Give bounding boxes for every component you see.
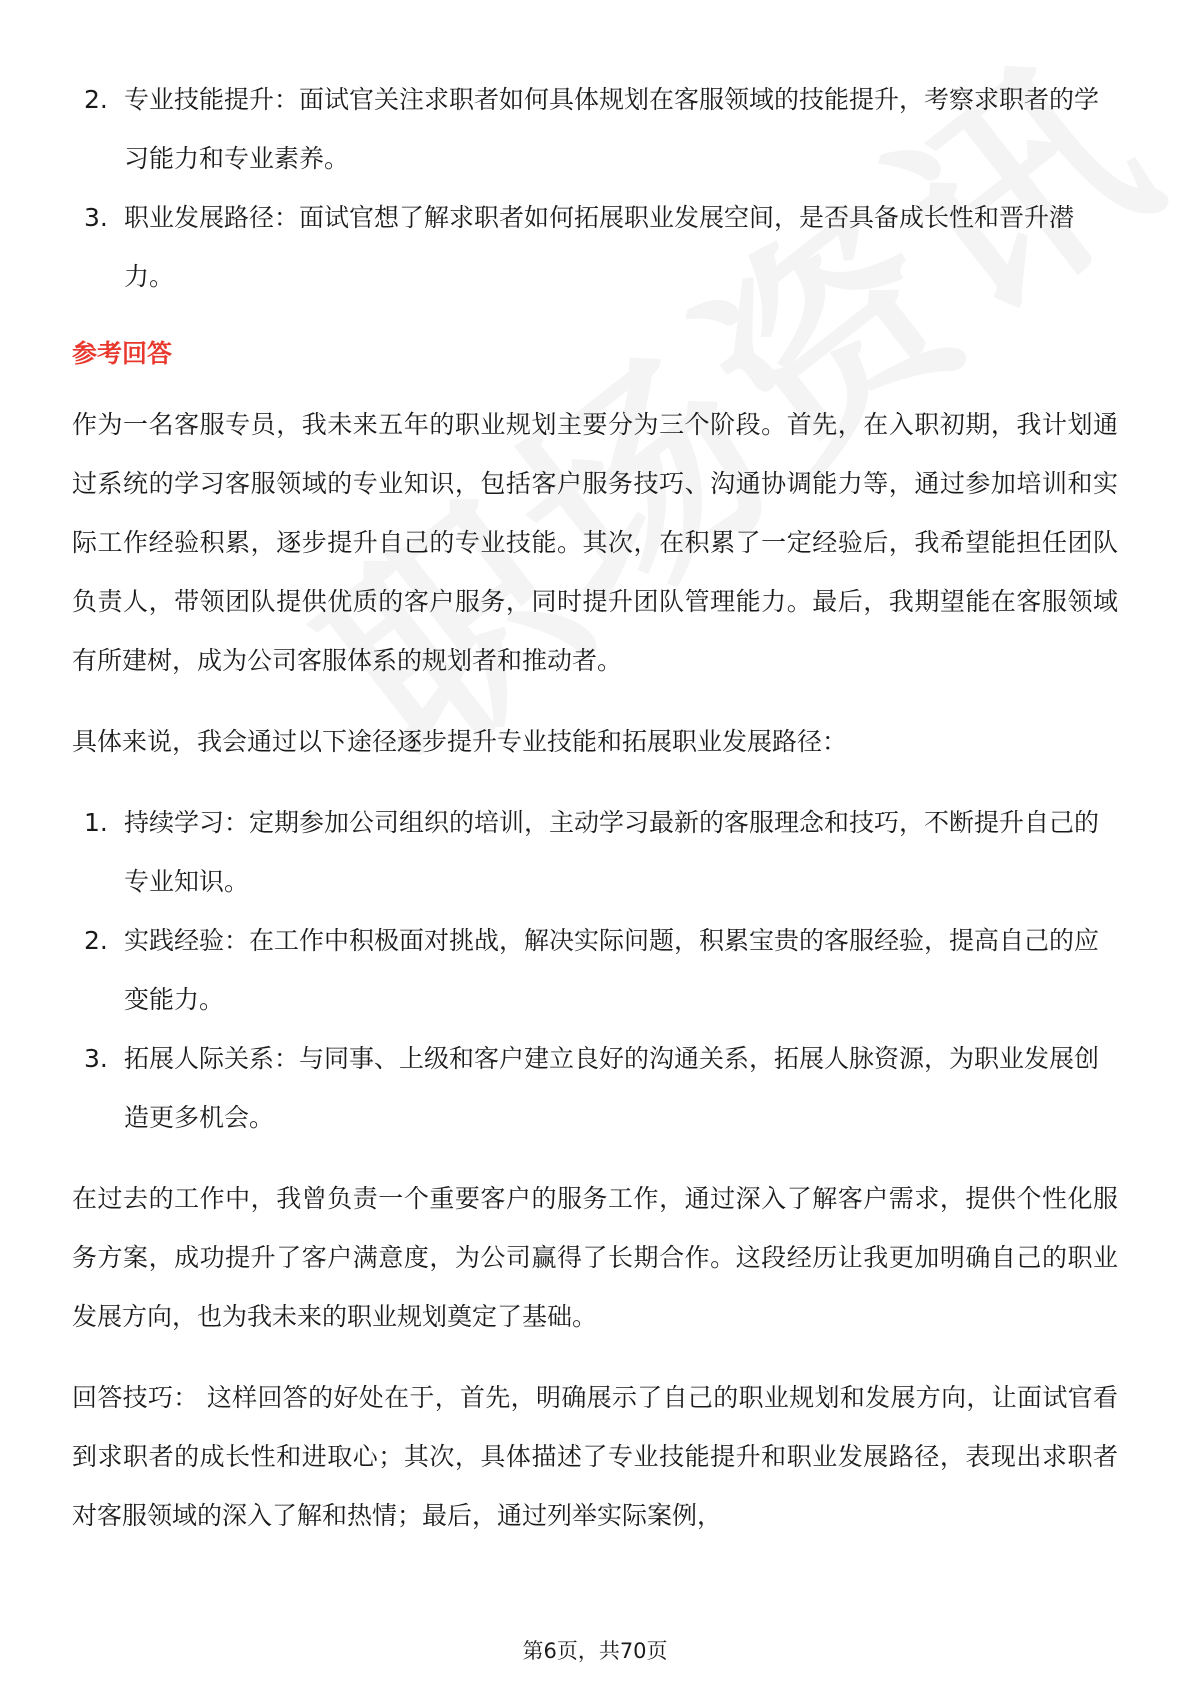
paragraph: 在过去的工作中，我曾负责一个重要客户的服务工作，通过深入了解客户需求，提供个性化服务方案，成功提升了客户满意度，为公司赢得了长期合作。这段经历让我更加明确自己的职业发展方向，也为我未来的职业规划奠定了基础。 xyxy=(72,1184,1118,1331)
document-page xyxy=(72,70,1118,1567)
section-heading: 参考回答 xyxy=(72,339,173,368)
list-item xyxy=(72,188,1118,306)
list-number: 2. xyxy=(84,926,108,955)
list-text: 职业发展路径：面试官想了解求职者如何拓展职业发展空间，是否具备成长性和晋升潜力。 xyxy=(124,203,1075,291)
list-item xyxy=(72,793,1118,911)
paragraph: 作为一名客服专员，我未来五年的职业规划主要分为三个阶段。首先，在入职初期，我计划通过系统的学习客服领域的专业知识，包括客户服务技巧、沟通协调能力等，通过参加培训和实际工作经验积累，逐步提升自己的专业技能。其次，在积累了一定经验后，我希望能担任团队负责人，带领团队提供优质的客户服务，同时提升团队管理能力。最后，我期望能在客服领域有所建树，成为公司客服体系的规划者和推动者。 xyxy=(72,410,1118,675)
list-number: 2. xyxy=(84,85,108,114)
list-text: 专业技能提升：面试官关注求职者如何具体规划在客服领域的技能提升，考察求职者的学习能力和专业素养。 xyxy=(124,85,1100,173)
list-text: 实践经验：在工作中积极面对挑战，解决实际问题，积累宝贵的客服经验，提高自己的应变能力。 xyxy=(124,926,1100,1014)
list-number: 3. xyxy=(84,1044,108,1073)
paragraph: 具体来说，我会通过以下途径逐步提升专业技能和拓展职业发展路径： xyxy=(72,727,848,756)
mid-list xyxy=(72,793,1118,1147)
list-number: 1. xyxy=(84,808,108,837)
list-item xyxy=(72,1029,1118,1147)
list-item xyxy=(72,911,1118,1029)
list-text: 持续学习：定期参加公司组织的培训，主动学习最新的客服理念和技巧，不断提升自己的专业知识。 xyxy=(124,808,1100,896)
list-number: 3. xyxy=(84,203,108,232)
top-list xyxy=(72,70,1118,306)
page-footer: 第6页，共70页 xyxy=(522,1639,668,1663)
list-item xyxy=(72,70,1118,188)
list-text: 拓展人际关系：与同事、上级和客户建立良好的沟通关系，拓展人脉资源，为职业发展创造更多机会。 xyxy=(124,1044,1100,1132)
paragraph: 回答技巧： 这样回答的好处在于，首先，明确展示了自己的职业规划和发展方向，让面试官看到求职者的成长性和进取心；其次，具体描述了专业技能提升和职业发展路径，表现出求职者对客服领域的深入了解和热情；最后，通过列举实际案例， xyxy=(72,1383,1118,1530)
